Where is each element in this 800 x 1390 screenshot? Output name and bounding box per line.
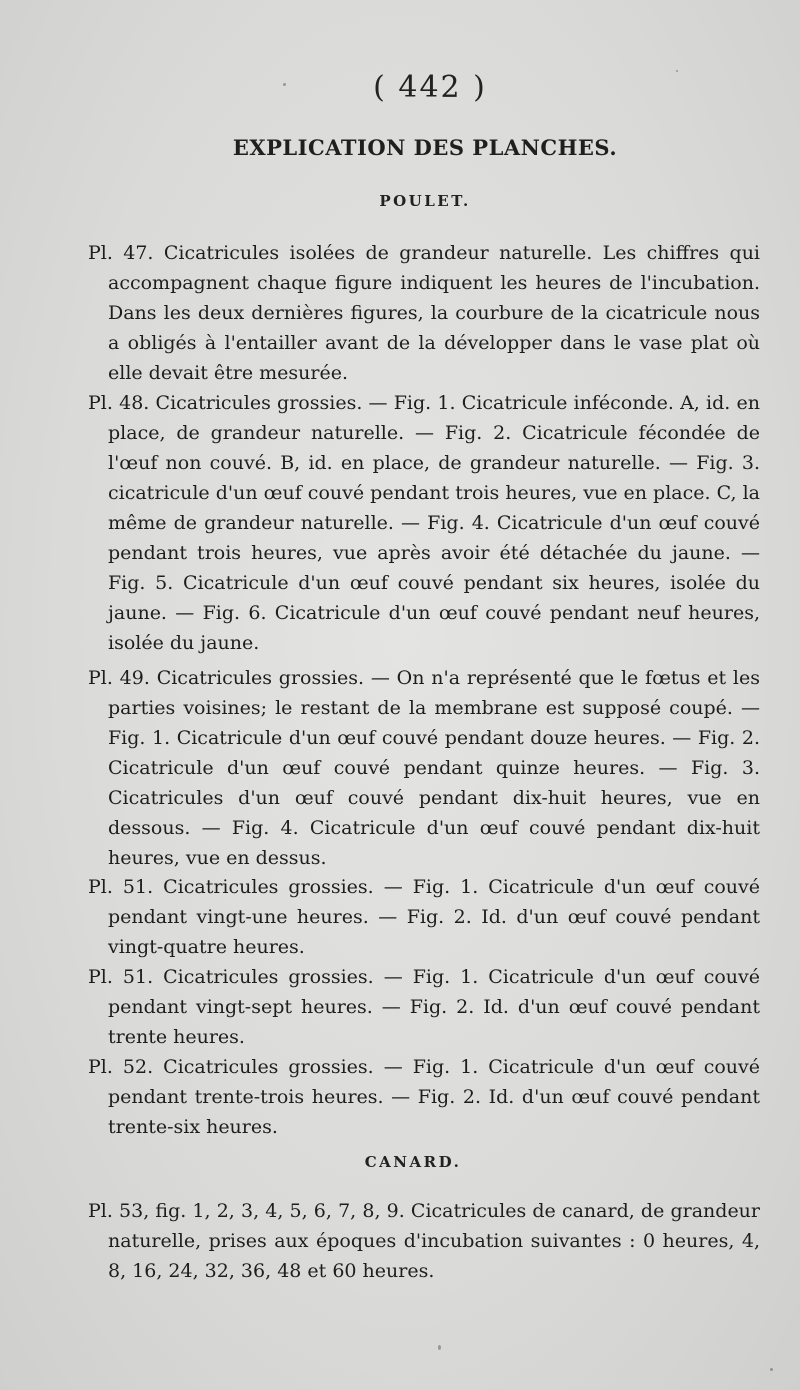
plate-description: Cicatricules grossies. — Fig. 1. Cicatricule inféconde. A, id. en place, de grandeur naturelle. — Fig. 2. Cicatricule fécondée de l'œuf non couvé. B, id. en place, de grandeur naturelle. — Fig. 3. cicatricule d'un œuf couvé pendant trois heures, vue en place. C, la même de grandeur naturelle. — Fig. 4. Cicatricule d'un œuf couvé pendant trois heures, vue après avoir été détachée du jaune. — Fig. 5. Cicatricule d'un œuf couvé pendant six heures, isolée du jaune. — Fig. 6. Cicatricule d'un œuf couvé pendant neuf heures, isolée du jaune. (108, 392, 760, 654)
plate-entry-49 (88, 663, 760, 873)
paper-speck (438, 1345, 441, 1350)
plate-description: Cicatricules grossies. — Fig. 1. Cicatricule d'un œuf couvé pendant vingt-une heures. — Fig. 2. Id. d'un œuf couvé pendant vingt-quatre heures. (108, 876, 760, 958)
page-title: EXPLICATION DES PLANCHES. (232, 135, 618, 160)
section-heading-poulet: POULET. (379, 192, 471, 210)
page-number: ( 442 ) (373, 70, 487, 105)
plate-description: Cicatricules grossies. — Fig. 1. Cicatricule d'un œuf couvé pendant trente-trois heures. — Fig. 2. Id. d'un œuf couvé pendant trente-six heures. (108, 1056, 760, 1138)
plate-entry-51a (88, 872, 760, 962)
plate-label: Pl. 52. (88, 1056, 154, 1078)
paper-speck (676, 70, 678, 72)
plate-description: Cicatricules grossies. — On n'a représenté que le fœtus et les parties voisines; le restant de la membrane est supposé coupé. — Fig. 1. Cicatricule d'un œuf couvé pendant douze heures. — Fig. 2. Cicatricule d'un œuf couvé pendant quinze heures. — Fig. 3. Cicatricules d'un œuf couvé pendant dix-huit heures, vue en dessous. — Fig. 4. Cicatricule d'un œuf couvé pendant dix-huit heures, vue en dessus. (108, 667, 760, 869)
plate-label: Pl. 51. (88, 966, 154, 988)
paper-speck (283, 83, 286, 86)
plate-label: Pl. 47. (88, 242, 154, 264)
plate-entry-47 (88, 238, 760, 388)
plate-description: Cicatricules grossies. — Fig. 1. Cicatricule d'un œuf couvé pendant vingt-sept heures. — Fig. 2. Id. d'un œuf couvé pendant trente heures. (108, 966, 760, 1048)
plate-label: Pl. 53, fig. 1, 2, 3, 4, 5, 6, 7, 8, 9. (88, 1200, 405, 1222)
section-heading-canard: CANARD. (364, 1153, 462, 1171)
plate-label: Pl. 49. (88, 667, 150, 689)
plate-entry-48 (88, 388, 760, 658)
plate-description: Cicatricules isolées de grandeur naturelle. Les chiffres qui accompagnent chaque figure indiquent les heures de l'incubation. Dans les deux dernières figures, la courbure de la cicatricule nous a obligés à l'entailler avant de la développer dans le vase plat où elle devait être mesurée. (108, 242, 761, 384)
plate-label: Pl. 51. (88, 876, 154, 898)
plate-entry-51b (88, 962, 760, 1052)
plate-label: Pl. 48. (88, 392, 150, 414)
plate-description: Cicatricules de canard, de grandeur naturelle, prises aux époques d'incubation suivantes : 0 heures, 4, 8, 16, 24, 32, 36, 48 et 60 heures. (108, 1200, 761, 1282)
plate-entry-52 (88, 1052, 760, 1142)
paper-speck (770, 1368, 773, 1371)
plate-entry-53 (88, 1196, 760, 1286)
